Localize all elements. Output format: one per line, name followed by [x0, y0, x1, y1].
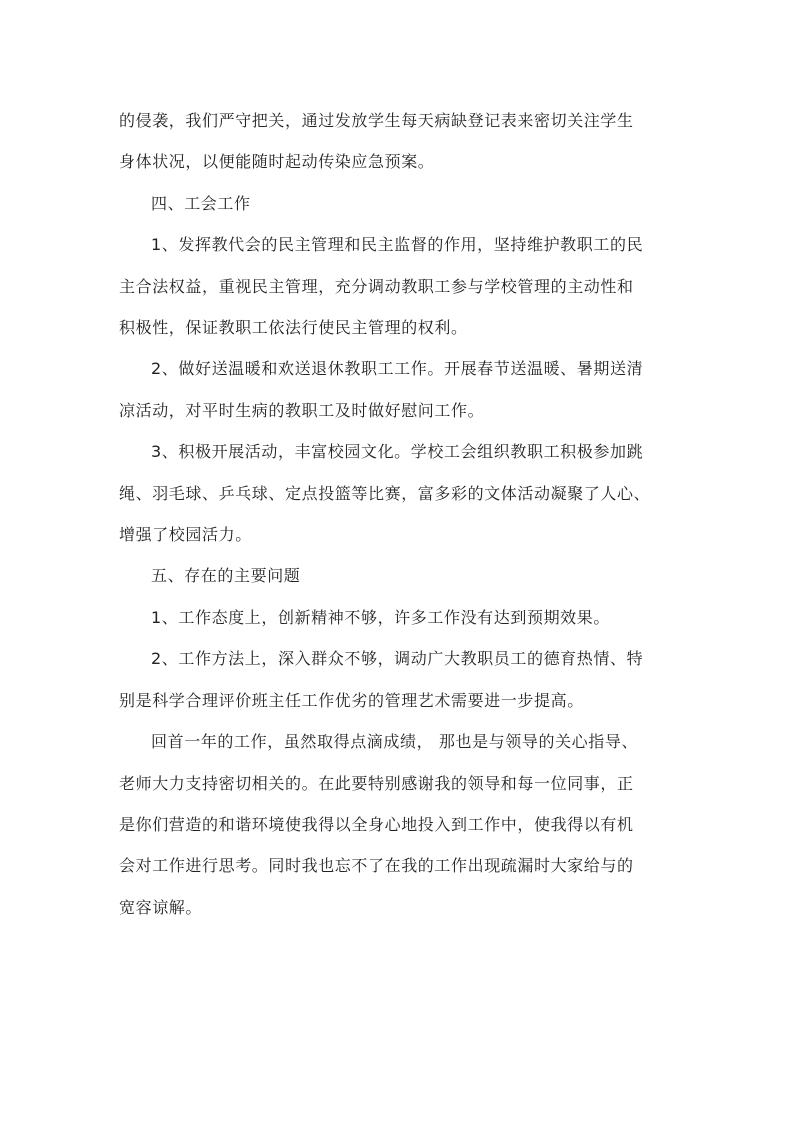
paragraph-union-item-1	[119, 224, 675, 348]
paragraph-health-continuation	[119, 100, 675, 183]
paragraph-problems-item-2	[119, 638, 675, 721]
text-line: 会对工作进行思考。同时我也忘不了在我的工作出现疏漏时大家给与的	[119, 856, 634, 876]
text-line: 老师大力支持密切相关的。在此要特别感谢我的领导和每一位同事，正	[119, 773, 634, 793]
text-line: 别是科学合理评价班主任工作优劣的管理艺术需要进一步提高。	[119, 690, 584, 710]
text-line: 增强了校园活力。	[119, 525, 252, 545]
text-line: 2、做好送温暖和欢送退休教职工工作。开展春节送温暖、暑期送清	[151, 359, 644, 379]
section-heading-union	[119, 183, 675, 224]
document-body	[119, 100, 675, 928]
text-line: 是你们营造的和谐环境使我得以全身心地投入到工作中，使我得以有机	[119, 814, 634, 834]
text-line: 3、积极开展活动，丰富校园文化。学校工会组织教职工积极参加跳	[151, 442, 644, 462]
text-line: 绳、羽毛球、乒乓球、定点投篮等比赛，富多彩的文体活动凝聚了人心、	[119, 483, 651, 503]
text-line: 宽容谅解。	[119, 897, 203, 917]
paragraph-union-item-3	[119, 431, 675, 555]
text-line: 1、工作态度上，创新精神不够，许多工作没有达到预期效果。	[151, 607, 610, 627]
text-line: 回首一年的工作，虽然取得点滴成绩， 那也是与领导的关心指导、	[151, 732, 639, 752]
text-line: 2、工作方法上，深入群众不够，调动广大教职员工的德育热情、特	[151, 649, 644, 669]
text-line: 主合法权益，重视民主管理，充分调动教职工参与学校管理的主动性和	[119, 276, 634, 296]
paragraph-problems-item-1	[119, 597, 675, 638]
text-line: 的侵袭，我们严守把关，通过发放学生每天病缺登记表来密切关注学生	[119, 111, 634, 130]
section-heading-problems	[119, 555, 675, 596]
text-line: 凉活动，对平时生病的教职工及时做好慰问工作。	[119, 400, 485, 420]
paragraph-union-item-2	[119, 348, 675, 431]
heading-text: 五、存在的主要问题	[151, 566, 301, 586]
heading-text: 四、工会工作	[151, 193, 251, 213]
text-line: 1、发挥教代会的民主管理和民主监督的作用，坚持维护教职工的民	[151, 235, 644, 255]
text-line: 积极性，保证教职工依法行使民主管理的权利。	[119, 318, 468, 338]
paragraph-conclusion	[119, 721, 675, 928]
text-line: 身体状况，以便能随时起动传染应急预案。	[119, 152, 435, 172]
